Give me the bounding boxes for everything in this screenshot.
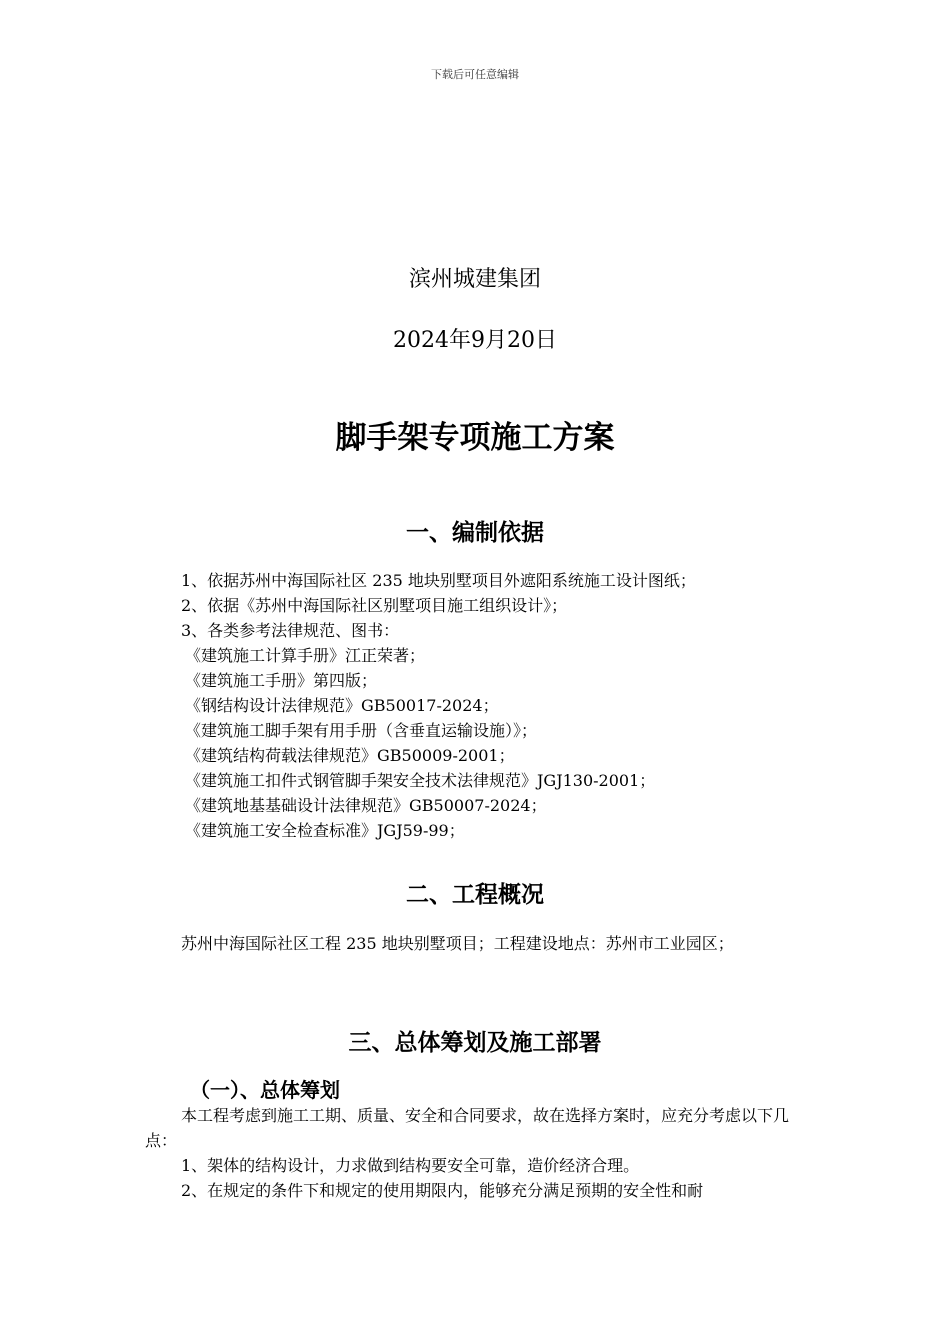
planning-paragraph: 本工程考虑到施工工期、质量、安全和合同要求，故在选择方案时，应充分考虑以下几点： bbox=[145, 1106, 790, 1150]
reference-book: 《建筑施工脚手架有用手册（含垂直运输设施）》； bbox=[185, 721, 538, 740]
reference-book: 《建筑施工扣件式钢管脚手架安全技术法律规范》JGJ130-2001； bbox=[185, 771, 656, 790]
reference-book: 《钢结构设计法律规范》GB50017-2024； bbox=[185, 696, 499, 715]
list-item: 2、在规定的条件下和规定的使用期限内，能够充分满足预期的安全性和耐 bbox=[181, 1181, 704, 1200]
document-title: 脚手架专项施工方案 bbox=[335, 420, 615, 456]
list-item: 2、依据《苏州中海国际社区别墅项目施工组织设计》； bbox=[181, 596, 568, 615]
reference-book: 《建筑施工手册》第四版； bbox=[185, 671, 378, 690]
planning-content bbox=[145, 1103, 810, 1203]
reference-book: 《建筑施工计算手册》江正荣著； bbox=[185, 646, 426, 665]
subsection-heading-planning: （一）、总体筹划 bbox=[190, 1078, 340, 1102]
section-heading-basis: 一、编制依据 bbox=[406, 519, 544, 546]
organization-name: 滨州城建集团 bbox=[408, 267, 541, 292]
list-item: 1、架体的结构设计，力求做到结构要安全可靠，造价经济合理。 bbox=[181, 1156, 640, 1175]
page-header-note: 下载后可任意编辑 bbox=[431, 68, 519, 81]
reference-book: 《建筑施工安全检查标准》JGJ59-99； bbox=[185, 821, 465, 840]
basis-list bbox=[145, 568, 810, 843]
section-heading-planning: 三、总体筹划及施工部署 bbox=[348, 1029, 602, 1056]
reference-book: 《建筑地基基础设计法律规范》GB50007-2024； bbox=[185, 796, 547, 815]
document-date: 2024年9月20日 bbox=[393, 328, 557, 353]
list-item: 1、依据苏州中海国际社区 235 地块别墅项目外遮阳系统施工设计图纸； bbox=[181, 571, 696, 590]
list-item: 3、各类参考法律规范、图书： bbox=[181, 621, 400, 640]
overview-paragraph: 苏州中海国际社区工程 235 地块别墅项目；工程建设地点：苏州市工业园区； bbox=[181, 934, 734, 953]
section-heading-overview: 二、工程概况 bbox=[406, 881, 544, 908]
reference-book: 《建筑结构荷载法律规范》GB50009-2001； bbox=[185, 746, 515, 765]
